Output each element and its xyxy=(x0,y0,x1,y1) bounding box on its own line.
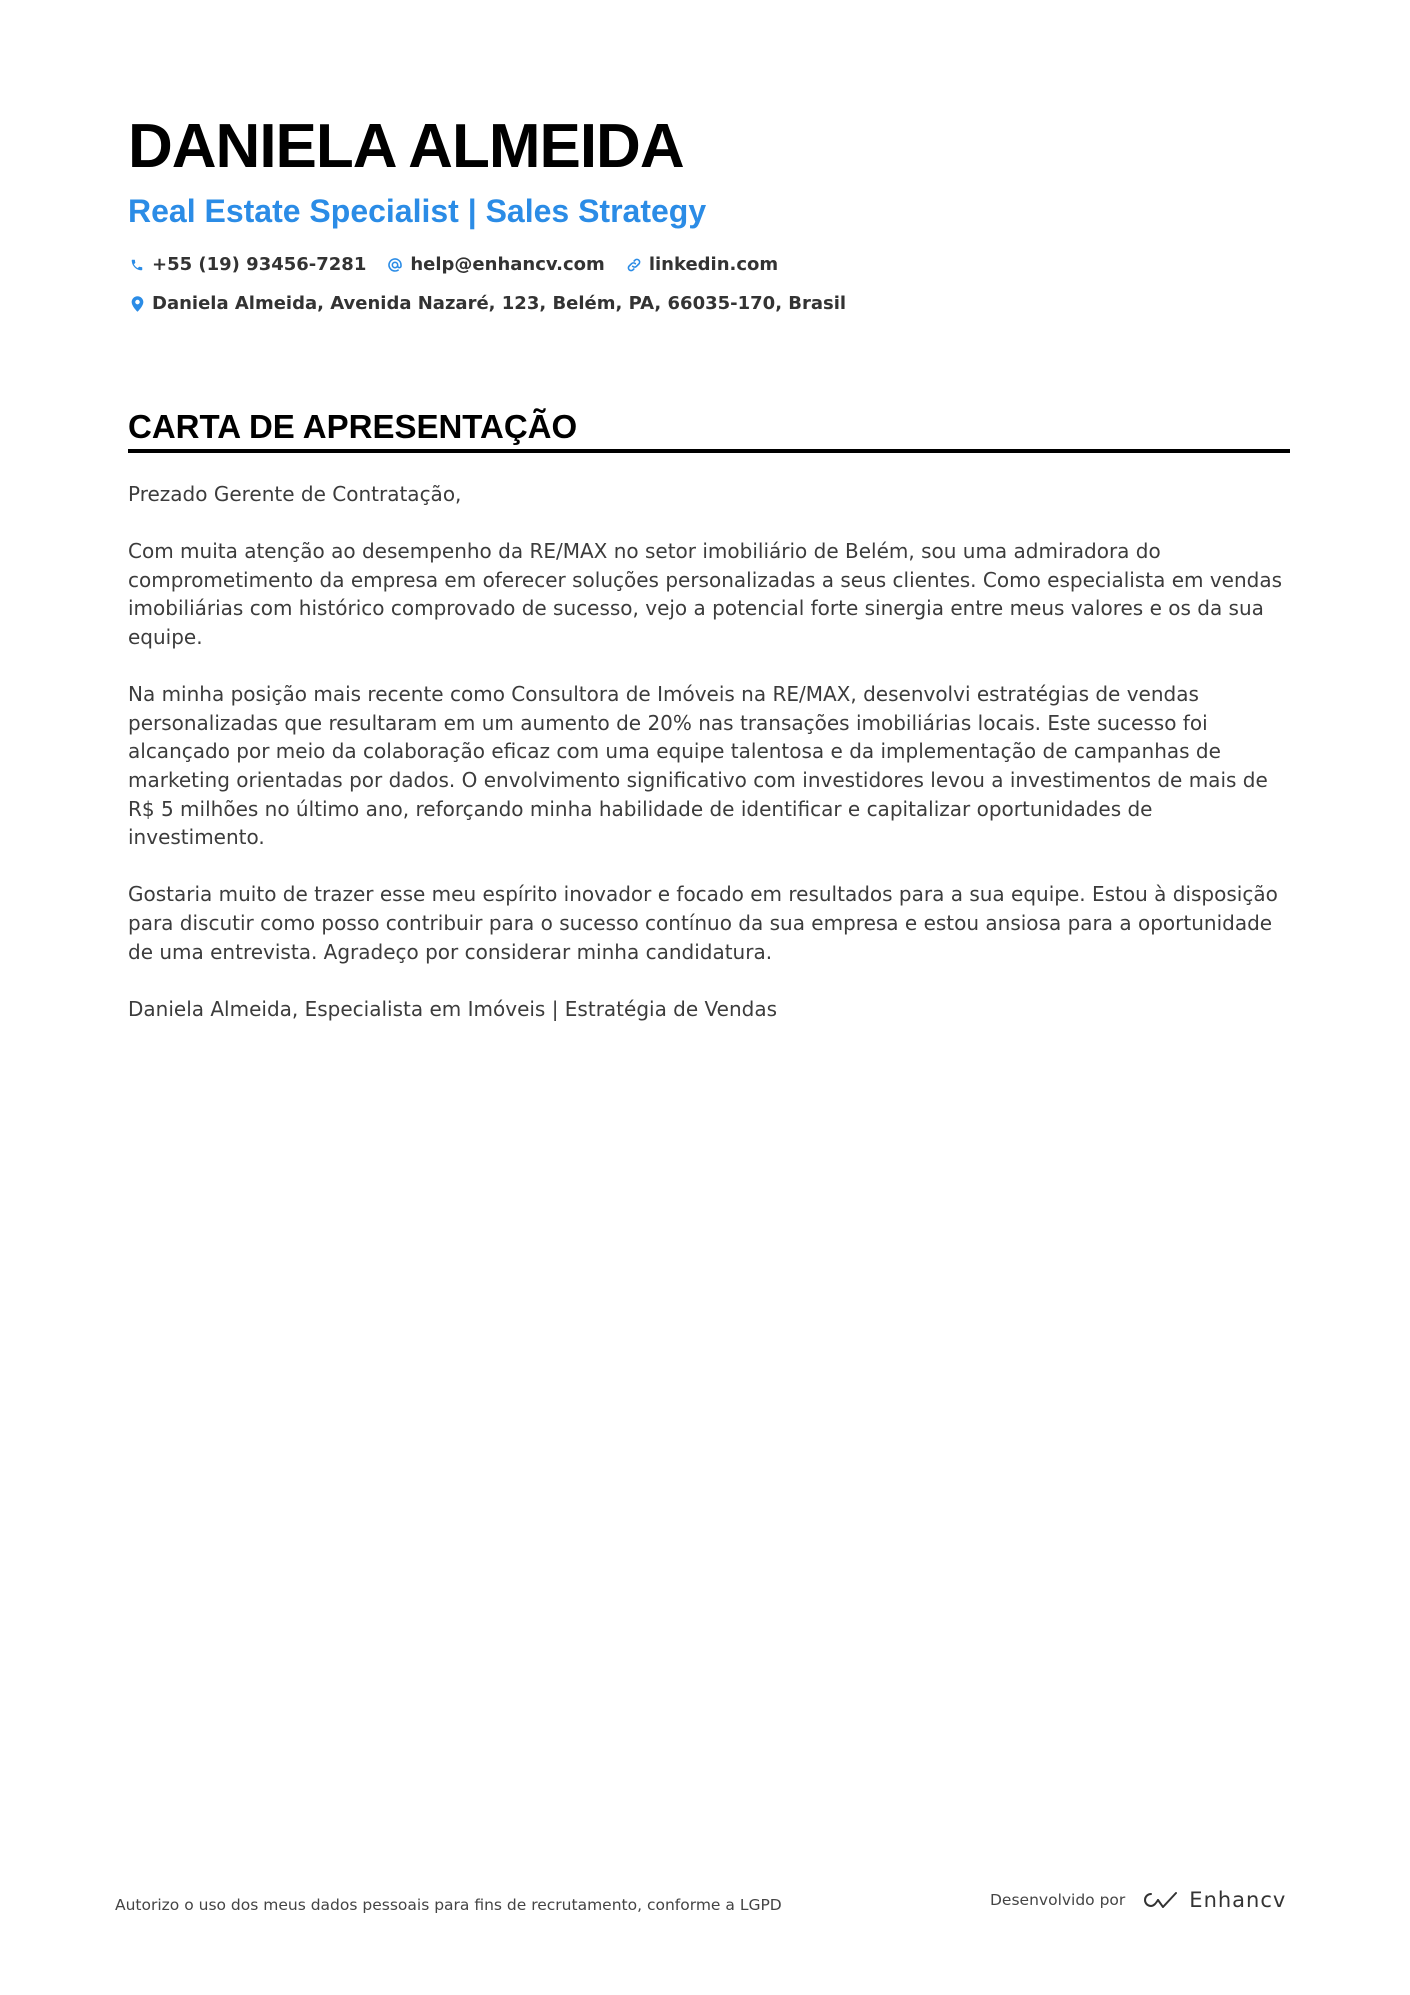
address-row xyxy=(128,293,866,314)
powered-by-label: Desenvolvido por xyxy=(990,1891,1126,1909)
candidate-name: DANIELA ALMEIDA xyxy=(128,112,684,181)
letter-paragraph: Com muita atenção ao desempenho da RE/MAX no setor imobiliário de Belém, sou uma admiradora do comprometimento da empresa em oferecer soluções personalizadas a seus clientes. Como especialista em vendas imobiliárias com histórico comprovado de sucesso, vejo a potencial forte sinergia entre meus valores e os da sua equipe. xyxy=(128,539,1283,649)
linkedin-text[interactable]: linkedin.com xyxy=(648,254,779,275)
address-text: Daniela Almeida, Avenida Nazaré, 123, Belém, PA, 66035-170, Brasil xyxy=(152,293,847,314)
email-text[interactable]: help@enhancv.com xyxy=(410,254,605,275)
section-divider xyxy=(128,449,1290,453)
candidate-headline: Real Estate Specialist | Sales Strategy xyxy=(128,193,707,229)
letter-paragraph: Na minha posição mais recente como Consultora de Imóveis na RE/MAX, desenvolvi estratégias de vendas personalizadas que resultaram em um aumento de 20% nas transações imobiliárias locais. Este sucesso foi alcançado por meio da colaboração eficaz com uma equipe talentosa e da implementação de campanhas de marketing orientadas por dados. O envolvimento significativo com investidores levou a investimentos de mais de R$ 5 milhões no último ano, reforçando minha habilidade de identificar e capitalizar oportunidades de investimento. xyxy=(128,682,1268,850)
consent-footer: Autorizo o uso dos meus dados pessoais para fins de recrutamento, conforme a LGPD xyxy=(115,1896,782,1914)
letter-signature: Daniela Almeida, Especialista em Imóveis | Estratégia de Vendas xyxy=(128,996,778,1021)
map-pin-icon xyxy=(128,295,146,313)
brand-name: Enhancv xyxy=(1189,1888,1287,1912)
phone-text[interactable]: +55 (19) 93456-7281 xyxy=(152,254,367,275)
letter-paragraph: Gostaria muito de trazer esse meu espírito inovador e focado em resultados para a sua equipe. Estou à disposição para discutir como posso contribuir para o sucesso contínuo da sua empresa e estou ansiosa para a oportunidade de uma entrevista. Agradeço por considerar minha candidatura. xyxy=(128,882,1278,964)
enhancv-logo-icon[interactable] xyxy=(1137,1888,1286,1912)
letter-salutation: Prezado Gerente de Contratação, xyxy=(128,482,462,506)
phone-icon xyxy=(128,256,146,274)
contact-email xyxy=(386,254,604,275)
contact-row xyxy=(128,254,798,275)
letter-body xyxy=(128,480,1290,1052)
at-icon xyxy=(386,256,404,274)
link-icon xyxy=(625,256,643,274)
contact-address xyxy=(128,293,846,314)
contact-phone xyxy=(128,254,366,275)
powered-by-footer xyxy=(990,1888,1286,1912)
contact-linkedin xyxy=(625,254,778,275)
section-title: CARTA DE APRESENTAÇÃO xyxy=(128,408,578,445)
